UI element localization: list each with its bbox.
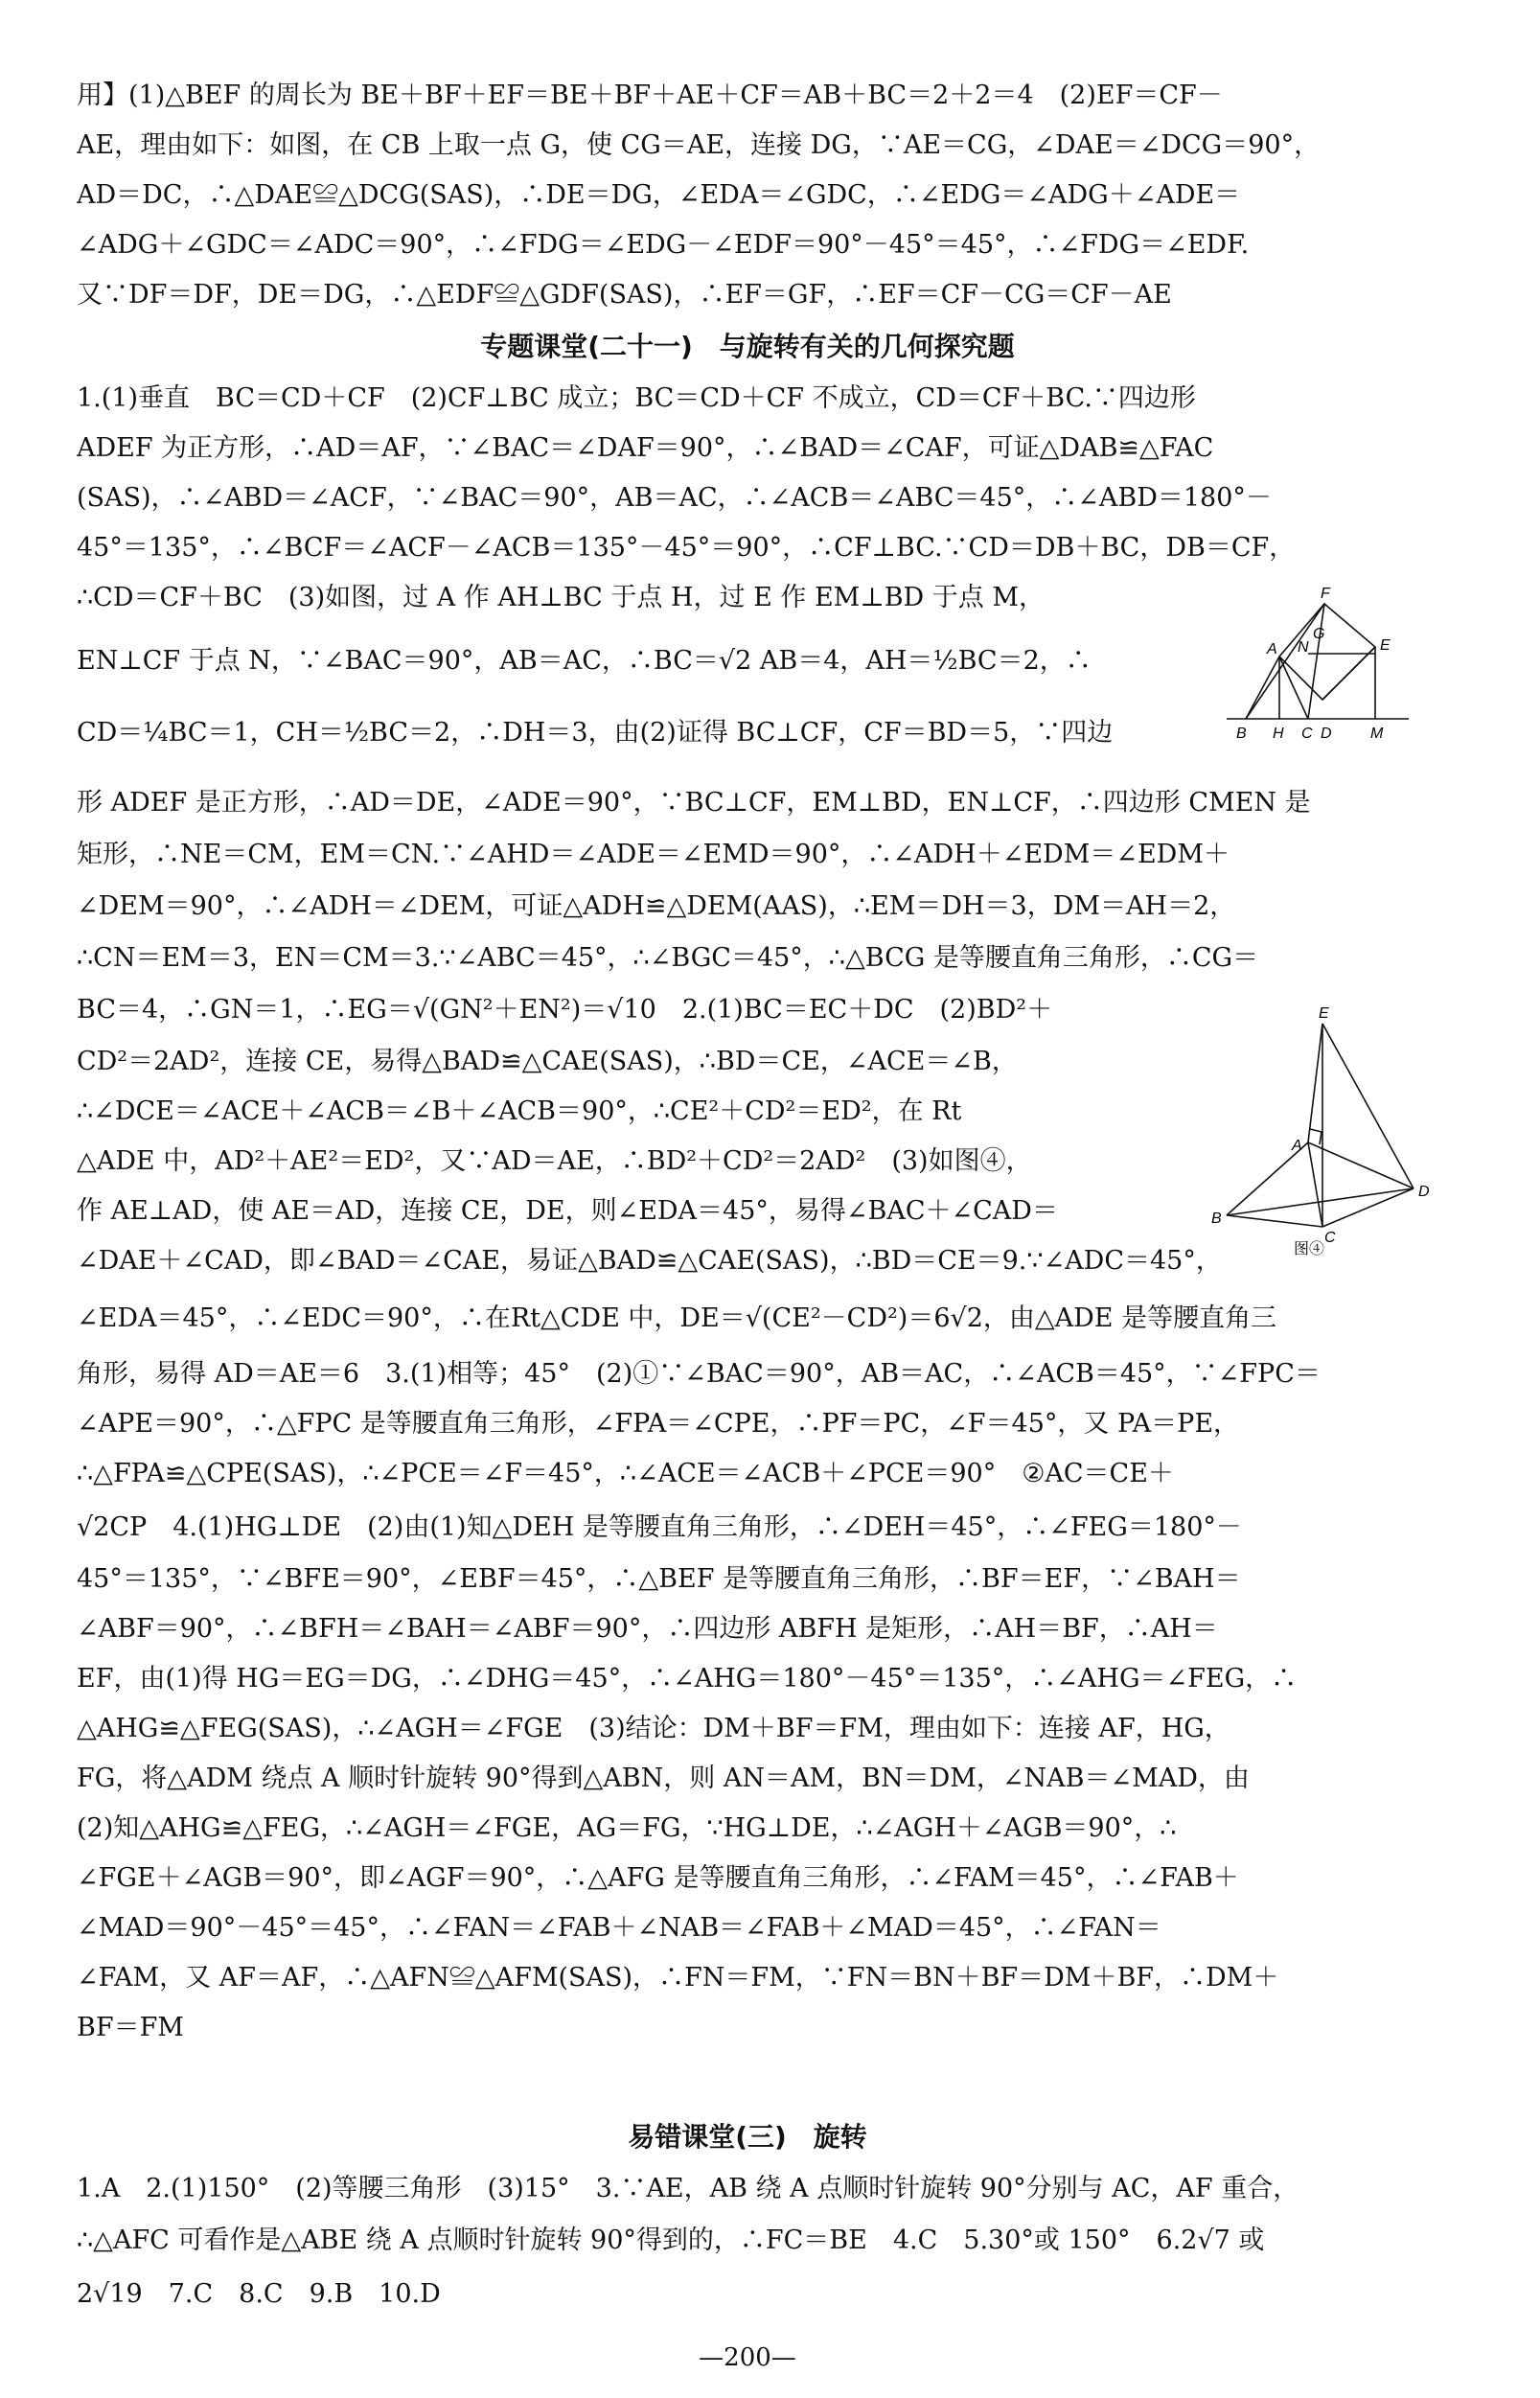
text-line: FG，将△ADM 绕点 A 顺时针旋转 90°得到△ABN，则 AN＝AM，BN＝DM，∠NAB＝∠MAD，由: [77, 1764, 1250, 1793]
text-line: EF，由(1)得 HG＝EG＝DG，∴∠DHG＝45°，∴∠AHG＝180°－45°＝135°，∴∠AHG＝∠FEG，∴: [77, 1664, 1298, 1694]
geometry-figure-1: [1217, 585, 1437, 743]
text-line: 形 ADEF 是正方形，∴AD＝DE，∠ADE＝90°，∵BC⊥CF，EM⊥BD，EN⊥CF，∴四边形 CMEN 是: [77, 788, 1311, 818]
text-line: 又∵DF＝DF，DE＝DG，∴△EDF≌△GDF(SAS)，∴EF＝GF，∴EF＝CF－CG＝CF－AE: [77, 280, 1172, 310]
text-line: ∠ADG＋∠GDC＝∠ADC＝90°，∴∠FDG＝∠EDG－∠EDF＝90°－45°＝45°，∴∠FDG＝∠EDF.: [77, 230, 1250, 260]
text-line: ∴△AFC 可看作是△ABE 绕 A 点顺时针旋转 90°得到的，∴FC＝BE 4.C 5.30°或 150° 6.2√7 或: [77, 2225, 1265, 2255]
geometry-figure-2: [1198, 1006, 1437, 1265]
text-line: (SAS)，∴∠ABD＝∠ACF，∵∠BAC＝90°，AB＝AC，∴∠ACB＝∠ABC＝45°，∴∠ABD＝180°－: [77, 483, 1272, 513]
text-line: ∠ABF＝90°，∴∠BFH＝∠BAH＝∠ABF＝90°，∴四边形 ABFH 是矩形，∴AH＝BF，∴AH＝: [77, 1614, 1218, 1644]
fig1-label: M: [1370, 726, 1384, 742]
text-line: EN⊥CF 于点 N，∵∠BAC＝90°，AB＝AC，∴BC＝√2 AB＝4，AH＝½BC＝2，∴: [77, 646, 1092, 676]
text-line: 角形，易得 AD＝AE＝6 3.(1)相等；45° (2)①∵∠BAC＝90°，AB＝AC，∴∠ACB＝45°，∵∠FPC＝: [77, 1359, 1321, 1389]
text-line: ∠FAM，又 AF＝AF，∴△AFN≌△AFM(SAS)，∴FN＝FM，∵FN＝BN＋BF＝DM＋BF，∴DM＋: [77, 1963, 1279, 1993]
text-line: ∠DEM＝90°，∴∠ADH＝∠DEM，可证△ADH≌△DEM(AAS)，∴EM＝DH＝3，DM＝AH＝2，: [77, 891, 1236, 921]
fig1-label: C: [1301, 726, 1313, 742]
fig2-label: E: [1319, 1006, 1329, 1022]
text-line: 45°＝135°，∴∠BCF＝∠ACF－∠ACB＝135°－45°＝90°，∴CF⊥BC.∵CD＝DB＋BC，DB＝CF，: [77, 533, 1296, 563]
text-line: AE，理由如下：如图，在 CB 上取一点 G，使 CG＝AE，连接 DG，∵AE＝CG，∠DAE＝∠DCG＝90°，: [77, 130, 1321, 160]
text-line: 2√19 7.C 8.C 9.B 10.D: [77, 2279, 441, 2309]
text-line: ∠FGE＋∠AGB＝90°，即∠AGF＝90°，∴△AFG 是等腰直角三角形，∴∠FAM＝45°，∴∠FAB＋: [77, 1863, 1239, 1893]
text-line: (2)知△AHG≌△FEG，∴∠AGH＝∠FGE，AG＝FG，∵HG⊥DE，∴∠AGH＋∠AGB＝90°，∴: [77, 1813, 1177, 1843]
text-line: CD²＝2AD²，连接 CE，易得△BAD≌△CAE(SAS)，∴BD＝CE，∠ACE＝∠B，: [77, 1047, 1018, 1076]
text-line: ∠EDA＝45°，∴∠EDC＝90°，∴在Rt△CDE 中，DE＝√(CE²－CD²)＝6√2，由△ADE 是等腰直角三: [77, 1303, 1277, 1333]
fig1-label: F: [1321, 586, 1330, 602]
text-line: ADEF 为正方形，∴AD＝AF，∵∠BAC＝∠DAF＝90°，∴∠BAD＝∠CAF，可证△DAB≌△FAC: [77, 433, 1214, 463]
text-line: ∴△FPA≌△CPE(SAS)，∴∠PCE＝∠F＝45°，∴∠ACE＝∠ACB＋∠PCE＝90° ②AC＝CE＋: [77, 1459, 1174, 1488]
fig2-label: A: [1292, 1138, 1302, 1154]
text-line: 1.(1)垂直 BC＝CD＋CF (2)CF⊥BC 成立；BC＝CD＋CF 不成立，CD＝CF＋BC.∵四边形: [77, 383, 1196, 413]
section-heading: 易错课堂(三) 旋转: [628, 2121, 867, 2153]
fig1-label: B: [1236, 726, 1247, 742]
text-line: ∠DAE＋∠CAD，即∠BAD＝∠CAE，易证△BAD≌△CAE(SAS)，∴BD＝CE＝9.∵∠ADC＝45°，: [77, 1246, 1222, 1276]
text-line: 用】(1)△BEF 的周长为 BE＋BF＋EF＝BE＋BF＋AE＋CF＝AB＋BC＝2＋2＝4 (2)EF＝CF－: [77, 81, 1223, 110]
text-line: √2CP 4.(1)HG⊥DE (2)由(1)知△DEH 是等腰直角三角形，∴∠DEH＝45°，∴∠FEG＝180°－: [77, 1512, 1242, 1542]
text-line: CD＝¼BC＝1，CH＝½BC＝2，∴DH＝3，由(2)证得 BC⊥CF，CF＝BD＝5，∵四边: [77, 718, 1114, 748]
text-line: ∠MAD＝90°－45°＝45°，∴∠FAN＝∠FAB＋∠NAB＝∠FAB＋∠MAD＝45°，∴∠FAN＝: [77, 1913, 1161, 1943]
fig2-label: B: [1211, 1211, 1222, 1227]
page-number: —200—: [699, 2343, 796, 2372]
fig1-label: A: [1267, 641, 1277, 657]
text-line: ∠APE＝90°，∴△FPC 是等腰直角三角形，∠FPA＝∠CPE，∴PF＝PC，∠F＝45°，又 PA＝PE，: [77, 1409, 1240, 1439]
fig1-label: D: [1321, 726, 1332, 742]
fig2-label: D: [1418, 1184, 1430, 1200]
text-line: AD＝DC，∴△DAE≌△DCG(SAS)，∴DE＝DG，∠EDA＝∠GDC，∴∠EDG＝∠ADG＋∠ADE＝: [77, 180, 1241, 210]
text-line: BF＝FM: [77, 2013, 184, 2042]
fig1-label: G: [1313, 626, 1325, 642]
text-line: ∴CD＝CF＋BC (3)如图，过 A 作 AH⊥BC 于点 H，过 E 作 EM⊥BD 于点 M，: [77, 583, 1046, 612]
text-line: 1.A 2.(1)150° (2)等腰三角形 (3)15° 3.∵AE，AB 绕 A 点顺时针旋转 90°分别与 AC，AF 重合，: [77, 2174, 1299, 2203]
fig2-label: C: [1324, 1230, 1336, 1246]
text-line: [77, 2059, 1418, 2097]
section-heading: 专题课堂(二十一) 与旋转有关的几何探究题: [480, 331, 1015, 362]
text-line: BC＝4，∴GN＝1，∴EG＝√(GN²＋EN²)＝√10 2.(1)BC＝EC＋DC (2)BD²＋: [77, 995, 1053, 1025]
text-line: 作 AE⊥AD，使 AE＝AD，连接 CE，DE，则∠EDA＝45°，易得∠BAC＋∠CAD＝: [77, 1196, 1058, 1226]
fig2-caption: 图④: [1294, 1241, 1325, 1257]
text-line: △AHG≌△FEG(SAS)，∴∠AGH＝∠FGE (3)结论：DM＋BF＝FM，理由如下：连接 AF，HG，: [77, 1714, 1230, 1743]
fig1-label: E: [1380, 637, 1391, 654]
fig1-label: N: [1298, 639, 1309, 656]
text-line: 45°＝135°，∵∠BFE＝90°，∠EBF＝45°，∴△BEF 是等腰直角三角形，∴BF＝EF，∵∠BAH＝: [77, 1564, 1241, 1594]
text-line: ∴CN＝EM＝3，EN＝CM＝3.∵∠ABC＝45°，∴∠BGC＝45°，∴△BCG 是等腰直角三角形，∴CG＝: [77, 943, 1259, 973]
fig1-label: H: [1273, 726, 1284, 742]
text-line: 矩形，∴NE＝CM，EM＝CN.∵∠AHD＝∠ADE＝∠EMD＝90°，∴∠ADH＋∠EDM＝∠EDM＋: [77, 840, 1230, 869]
text-line: △ADE 中，AD²＋AE²＝ED²，又∵AD＝AE，∴BD²＋CD²＝2AD² (3)如图④，: [77, 1146, 1032, 1176]
text-line: ∴∠DCE＝∠ACE＋∠ACB＝∠B＋∠ACB＝90°，∴CE²＋CD²＝ED²，在 Rt: [77, 1096, 962, 1126]
